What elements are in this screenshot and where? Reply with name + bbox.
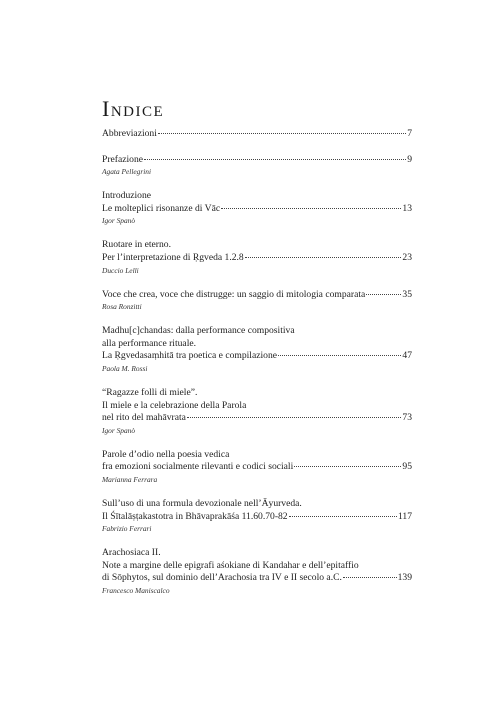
dot-leader <box>278 354 401 356</box>
dot-leader <box>221 207 401 209</box>
entry-title-line: “Ragazze folli di miele”. <box>102 386 198 398</box>
entry-author: Agata Pellegrini <box>102 167 152 177</box>
entry-title: Abbreviazioni <box>102 128 157 139</box>
dot-leader <box>343 576 397 578</box>
toc-entry[interactable] <box>102 289 412 313</box>
toc-entry[interactable] <box>102 547 412 596</box>
entry-title-line: Ruotare in eterno. <box>102 239 171 251</box>
entry-author: Francesco Maniscalco <box>102 585 170 595</box>
toc-entry[interactable] <box>102 128 412 141</box>
toc-line <box>102 572 412 585</box>
dot-leader <box>144 158 406 160</box>
toc-entry[interactable] <box>102 449 412 485</box>
page-number: 117 <box>397 510 412 522</box>
entry-title: Il Śītalāṣṭakastotra in Bhāvaprakāśa 11.60.70-82 <box>102 510 288 522</box>
page-number: 73 <box>402 412 412 424</box>
entry-author: Rosa Ronzitti <box>102 302 142 312</box>
table-of-contents <box>102 128 412 609</box>
page-number: 9 <box>407 153 412 165</box>
entry-title: Prefazione <box>102 153 144 165</box>
dot-leader <box>294 465 401 467</box>
entry-author: Igor Spanò <box>102 425 136 435</box>
toc-entry[interactable] <box>102 325 412 374</box>
dot-leader <box>366 293 401 295</box>
page-number: 35 <box>402 288 412 300</box>
entry-title-line: alla performance rituale. <box>102 337 197 349</box>
toc-entry[interactable] <box>102 387 412 436</box>
toc-line <box>102 350 412 363</box>
page-number: 95 <box>402 461 412 473</box>
entry-title-line: Parole d’odio nella poesia vedica <box>102 448 230 460</box>
dot-leader <box>289 515 397 517</box>
entry-title-line: Il miele e la celebrazione della Parola <box>102 399 247 411</box>
entry-title-line: Note a margine delle epigrafi aśokiane di Kandahar e dell’epitaffio <box>102 559 359 571</box>
toc-line <box>102 511 412 524</box>
toc-entry[interactable] <box>102 154 412 178</box>
toc-line <box>102 289 412 302</box>
dot-leader <box>245 256 402 258</box>
entry-author: Fabrizio Ferrari <box>102 524 152 534</box>
toc-line <box>102 203 412 216</box>
toc-line <box>102 154 412 167</box>
entry-title: nel rito del mahāvrata <box>102 412 186 424</box>
toc-line <box>102 128 412 141</box>
entry-title: Le molteplici risonanze di Vāc <box>102 202 221 214</box>
entry-author: Igor Spanò <box>102 216 136 226</box>
page-number: 7 <box>407 128 412 139</box>
index-heading: Indice <box>102 96 165 121</box>
entry-title: La Ṛgvedasaṃhitā tra poetica e compilazione <box>102 350 278 362</box>
entry-title-line: Arachosiaca II. <box>102 547 161 559</box>
entry-author: Paola M. Rossi <box>102 363 148 373</box>
entry-title-line: Sull’uso di una formula devozionale nell’Āyurveda. <box>102 497 302 509</box>
entry-author: Duccio Lelli <box>102 265 139 275</box>
page-number: 139 <box>397 572 412 584</box>
entry-title: fra emozioni socialmente rilevanti e codici sociali <box>102 461 294 473</box>
dot-leader <box>187 416 401 418</box>
page-number: 47 <box>402 350 412 362</box>
dot-leader <box>158 132 406 134</box>
page-number: 13 <box>402 202 412 214</box>
entry-title: di Sōphytos, sul dominio dell’Arachosia tra IV e II secolo a.C. <box>102 572 342 584</box>
entry-author: Marianna Ferrara <box>102 474 158 484</box>
toc-entry[interactable] <box>102 190 412 226</box>
toc-entry[interactable] <box>102 239 412 275</box>
toc-line <box>102 412 412 425</box>
entry-title: Voce che crea, voce che distrugge: un saggio di mitologia comparata <box>102 288 366 300</box>
entry-title-line: Madhu[c]chandas: dalla performance compositiva <box>102 325 295 337</box>
entry-title: Per l’interpretazione di Ṛgveda 1.2.8 <box>102 251 244 263</box>
toc-line <box>102 252 412 265</box>
page-number: 23 <box>402 251 412 263</box>
toc-line <box>102 461 412 474</box>
entry-title-line: Introduzione <box>102 190 152 202</box>
toc-entry[interactable] <box>102 498 412 534</box>
